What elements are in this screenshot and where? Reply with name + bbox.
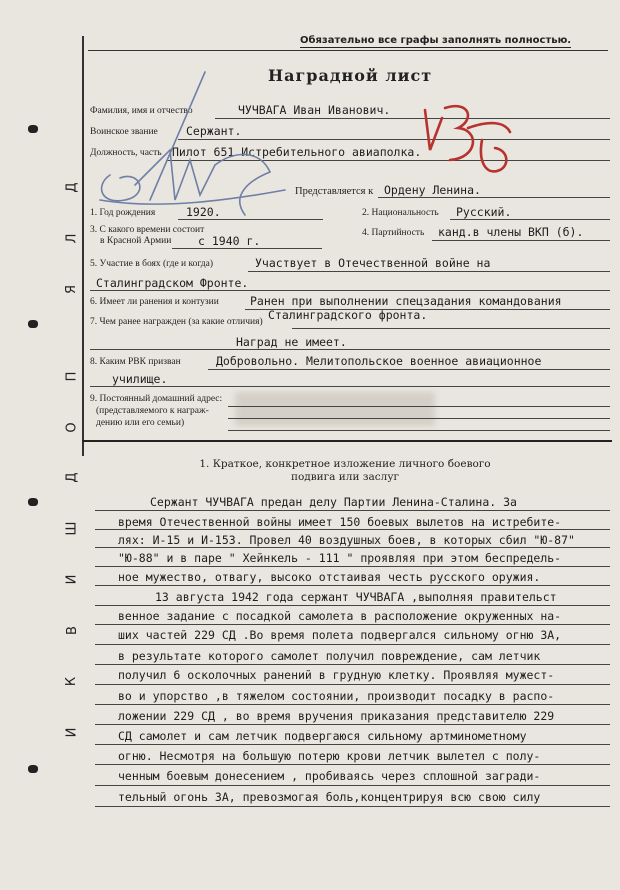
body-line: огню. Несмотря на большую потерю крови летчик вылетел с полу- [118,749,541,763]
body-line: ложении 229 СД , во время вручения приказания представителю 229 [118,709,555,723]
wounds-label: 6. Имеет ли ранения и контузии [90,297,219,307]
nationality-value: Русский. [456,205,512,219]
body-line: 13 августа 1942 года сержант ЧУЧВАГА ,выполняя правительст [155,590,557,604]
page-title: Наградной лист [268,66,433,85]
address-label-2: (представляемого к награж- [96,406,209,416]
position-label: Должность, часть [90,148,162,158]
nationality-label: 2. Национальность [362,208,439,218]
battles-label: 5. Участие в боях (где и когда) [90,259,214,269]
body-line: получил 6 осколочных ранений в грудную клетку. Проявляя мужест- [118,668,555,682]
blue-pencil-signature-icon [100,72,285,215]
body-line: Сержант ЧУЧВАГА предан делу Партии Ленина-Сталина. За [150,495,517,509]
rvk-label: 8. Каким РВК призван [90,357,181,367]
award-value: Ордену Ленина. [384,183,481,197]
birth-year-value: 1920. [186,205,221,219]
rank-value: Сержант. [186,124,242,138]
army-since-label-2: в Красной Армии [100,236,172,246]
wounds-value-2: Сталинградского фронта. [268,308,428,322]
red-pencil-mark-icon [425,106,510,171]
margin-letter: О [64,421,80,433]
wounds-value-1: Ранен при выполнении спецзадания командования [250,294,562,308]
prior-awards-value: Наград не имеет. [236,335,347,349]
header-note: Обязательно все графы заполнять полностью. [300,35,572,46]
position-value: Пилот 651 Истребительного авиаполка. [172,145,422,159]
birth-year-label: 1. Год рождения [90,208,156,218]
body-line: ченным боевым донесением , пробиваясь через сплошной загради- [118,769,541,783]
margin-letter: П [64,371,80,382]
rvk-value-2: училище. [112,372,168,386]
section-heading-line: 1. Краткое, конкретное изложение личного боевого [199,458,491,470]
margin-letter: К [64,676,80,687]
prior-awards-label: 7. Чем ранее награжден (за какие отличия) [90,317,263,327]
army-since-label-1: 3. С какого времени состоит [90,225,205,235]
body-line: лях: И-15 и И-153. Провел 40 воздушных боев, в которых сбил "Ю-87" [118,533,575,547]
name-label: Фамилия, имя и отчество [90,106,193,116]
margin-letter: Д [64,182,80,193]
body-line: тельный огонь ЗА, превозмогая боль,концентрируя всю свою силу [118,790,541,804]
battles-value-2: Сталинградском Фронте. [96,276,249,290]
army-since-value: с 1940 г. [198,234,261,248]
body-line: ное мужество, отвагу, высоко отстаивая честь русского оружия. [118,570,541,584]
rank-label: Воинское звание [90,127,158,137]
party-value: канд.в члены ВКП (б). [438,225,584,239]
address-label-1: 9. Постоянный домашний адрес: [90,394,223,404]
party-label: 4. Партийность [362,228,425,238]
body-line: время Отечественной войны имеет 150 боевых вылетов на истребите- [118,515,562,529]
margin-letter: И [64,574,80,585]
body-line: во и упорство ,в тяжелом состоянии, производит посадку в распо- [118,689,555,703]
name-value: ЧУЧВАГА Иван Иванович. [238,103,391,117]
margin-letter: В [64,626,80,636]
section-heading-line: подвига или заслуг [290,471,399,483]
battles-value-1: Участвует в Отечественной войне на [255,256,491,270]
rvk-value-1: Добровольно. Мелитопольское военное авиационное [216,354,542,368]
body-line: в результате которого самолет получил повреждение, сам летчик [118,649,541,663]
margin-letter: И [64,727,80,738]
address-label-3: дению или его семьи) [96,418,185,428]
body-line: венное задание с посадкой самолета в расположение окруженных на- [118,609,562,623]
margin-letter: Я [64,284,80,294]
body-line: ших частей 229 СД .Во время полета подвергался сильному огню ЗА, [118,628,562,642]
margin-letter: Ш [64,521,80,536]
award-label: Представляется к [295,186,374,197]
margin-letter: Д [64,472,80,484]
body-line: "Ю-88" и в паре " Хейнкель - 111 " проявляя при этом беспредель- [118,551,562,565]
margin-letter: Л [64,233,80,244]
body-line: СД самолет и сам летчик подвергаюся сильному артминометному [118,729,527,743]
